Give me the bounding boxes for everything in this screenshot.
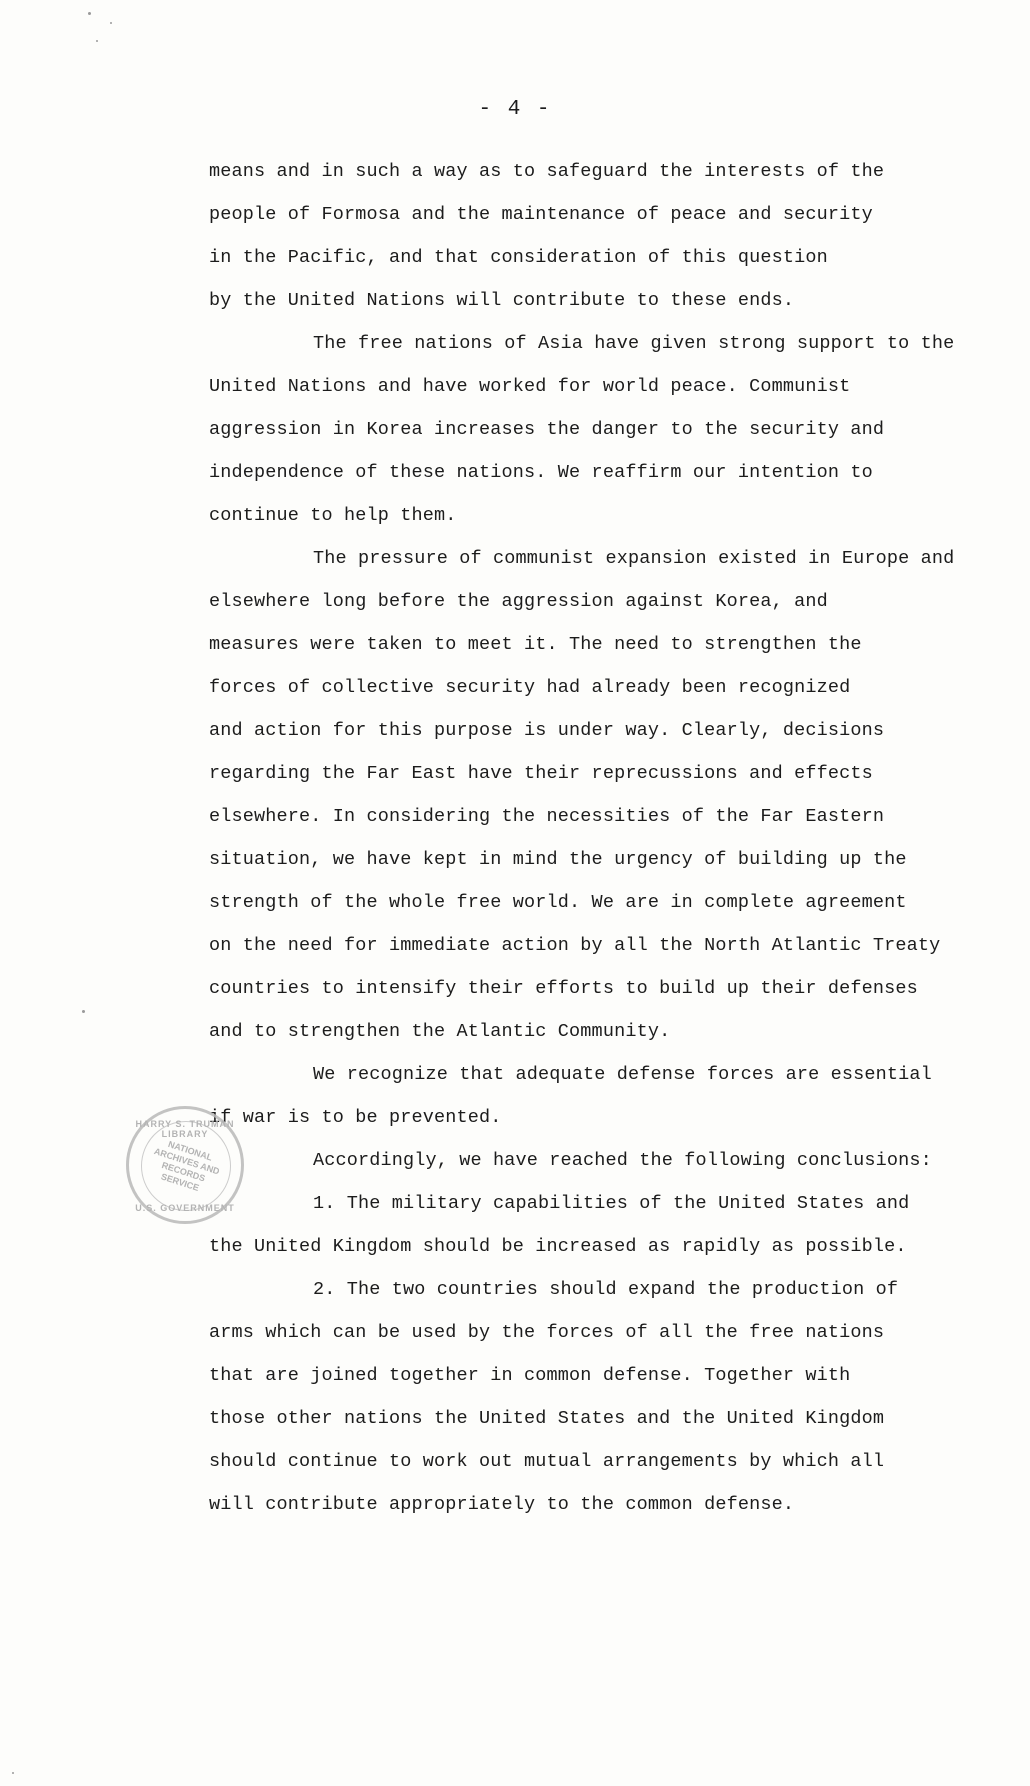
text-line: that are joined together in common defense. Together with — [209, 1365, 851, 1386]
text-line: countries to intensify their efforts to build up their defenses — [209, 978, 918, 999]
page-number: - 4 - — [478, 98, 552, 121]
text-line: elsewhere long before the aggression against Korea, and — [209, 591, 828, 612]
paper-speck — [88, 12, 91, 15]
stamp-top-text: HARRY S. TRUMAN LIBRARY — [135, 1119, 235, 1139]
paragraph-first-line: Accordingly, we have reached the following conclusions: — [313, 1150, 932, 1171]
text-line: those other nations the United States and the United Kingdom — [209, 1408, 885, 1429]
text-line: measures were taken to meet it. The need to strengthen the — [209, 634, 862, 655]
text-line: people of Formosa and the maintenance of peace and security — [209, 204, 873, 225]
document-body — [209, 150, 1009, 1526]
paper-speck — [96, 40, 98, 42]
text-line: elsewhere. In considering the necessities of the Far Eastern — [209, 806, 885, 827]
paragraph-first-line: The pressure of communist expansion existed in Europe and — [313, 548, 955, 569]
text-line: by the United Nations will contribute to these ends. — [209, 290, 795, 311]
text-line: strength of the whole free world. We are in complete agreement — [209, 892, 907, 913]
stamp-bottom-text: U.S. GOVERNMENT — [135, 1203, 235, 1213]
text-line: independence of these nations. We reaffirm our intention to — [209, 462, 873, 483]
text-line: the United Kingdom should be increased as rapidly as possible. — [209, 1236, 907, 1257]
paper-speck — [12, 1772, 14, 1774]
text-line: in the Pacific, and that consideration of this question — [209, 247, 828, 268]
text-line: will contribute appropriately to the common defense. — [209, 1494, 795, 1515]
text-line: and to strengthen the Atlantic Community. — [209, 1021, 671, 1042]
archive-stamp — [126, 1106, 244, 1224]
text-line: regarding the Far East have their reprecussions and effects — [209, 763, 873, 784]
text-line: forces of collective security had already been recognized — [209, 677, 851, 698]
paragraph-first-line: We recognize that adequate defense forces are essential — [313, 1064, 932, 1085]
paper-speck — [110, 22, 112, 24]
numbered-item-1: 1. The military capabilities of the United States and — [313, 1193, 910, 1214]
text-line: arms which can be used by the forces of all the free nations — [209, 1322, 885, 1343]
paragraph-first-line: The free nations of Asia have given strong support to the — [313, 333, 955, 354]
text-line: situation, we have kept in mind the urgency of building up the — [209, 849, 907, 870]
text-line: on the need for immediate action by all the North Atlantic Treaty — [209, 935, 941, 956]
text-line: if war is to be prevented. — [209, 1107, 502, 1128]
text-line: United Nations and have worked for world peace. Communist — [209, 376, 851, 397]
text-line: continue to help them. — [209, 505, 457, 526]
text-line: and action for this purpose is under way. Clearly, decisions — [209, 720, 885, 741]
text-line: means and in such a way as to safeguard the interests of the — [209, 161, 885, 182]
text-line: aggression in Korea increases the danger to the security and — [209, 419, 885, 440]
stamp-middle-text: NATIONAL ARCHIVES AND RECORDS SERVICE — [152, 1138, 221, 1194]
paper-speck — [82, 1010, 85, 1013]
numbered-item-2: 2. The two countries should expand the production of — [313, 1279, 899, 1300]
text-line: should continue to work out mutual arrangements by which all — [209, 1451, 885, 1472]
